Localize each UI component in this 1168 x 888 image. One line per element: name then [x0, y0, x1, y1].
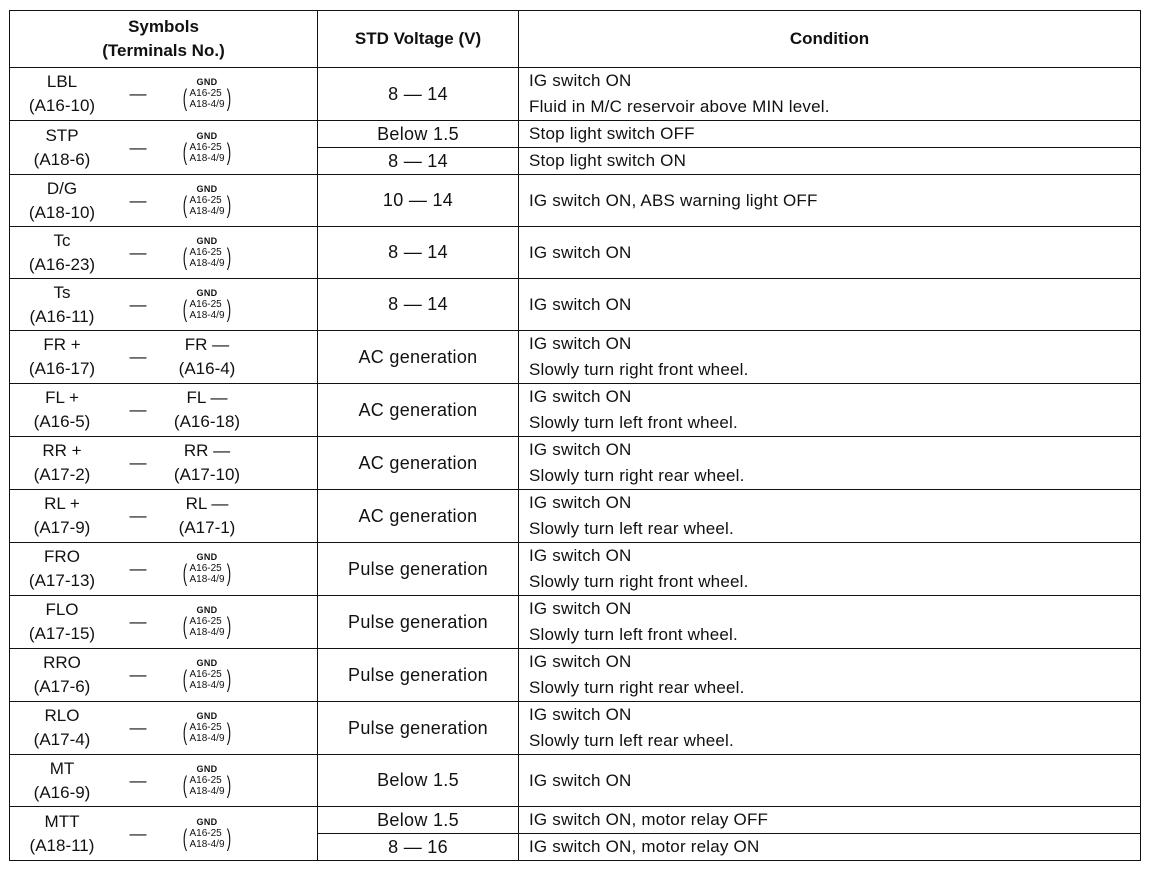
symbol-pair [10, 651, 317, 699]
dash-separator: — [129, 770, 147, 790]
bracket-right: ) [226, 771, 231, 799]
terminal-symbol [10, 651, 114, 699]
voltage-cell: Below 1.5 [318, 807, 519, 834]
gnd-terminal: A16-25 [189, 194, 222, 206]
gnd-terminal: A18-4/9 [189, 838, 225, 850]
voltage-cell: AC generation [318, 331, 519, 384]
symbol-cell [10, 437, 318, 490]
dash-separator: — [129, 294, 147, 314]
condition-cell [519, 649, 1141, 702]
voltage-cell: AC generation [318, 437, 519, 490]
bracket-right: ) [226, 85, 231, 112]
terminal-number: (A17-9) [33, 518, 91, 537]
voltage-cell: 8 — 16 [318, 834, 519, 861]
symbol-name: LBL [46, 72, 78, 91]
gnd-terminal: A16-25 [189, 88, 222, 99]
condition-line: IG switch ON [529, 546, 632, 565]
gnd-terminal: A18-4/9 [189, 680, 225, 691]
table-row [10, 121, 1141, 148]
terminal-number: (A17-15) [28, 624, 96, 643]
gnd-terminal: A18-4/9 [189, 785, 225, 797]
bracket-left: ( [183, 138, 188, 166]
condition-cell [519, 596, 1141, 649]
terminal-symbol [10, 124, 114, 172]
symbol-name: FR + [43, 335, 81, 354]
symbol-pair [10, 281, 317, 329]
gnd-terminal: A16-25 [189, 563, 222, 574]
terminal-number: (A17-1) [178, 518, 236, 537]
condition-line: Fluid in M/C reservoir above MIN level. [529, 97, 830, 116]
condition-line: IG switch ON [529, 334, 632, 353]
gnd-terminals [181, 138, 232, 166]
symbol-pair [10, 810, 317, 858]
gnd-terminal: A18-4/9 [189, 733, 225, 744]
reference-terminal [162, 492, 252, 540]
gnd-label: GND [196, 658, 218, 668]
voltage-cell: Below 1.5 [318, 755, 519, 807]
terminal-symbol [10, 333, 114, 381]
bracket-right: ) [226, 138, 231, 166]
condition-line: IG switch ON [529, 440, 632, 459]
voltage-cell: 8 — 14 [318, 227, 519, 279]
terminal-number: (A17-4) [33, 730, 91, 749]
condition-line: IG switch ON, ABS warning light OFF [529, 190, 818, 210]
reference-terminal [162, 818, 252, 850]
reference-terminal [162, 712, 252, 744]
gnd-terminal: A16-25 [189, 616, 222, 627]
bracket-right: ) [226, 560, 231, 587]
symbol-name: RLO [44, 706, 80, 725]
terminal-symbol [10, 229, 114, 277]
table-row [10, 807, 1141, 834]
symbol-cell [10, 279, 318, 331]
terminal-number: (A18-11) [29, 835, 95, 855]
symbol-pair [10, 545, 317, 593]
gnd-label: GND [196, 605, 218, 615]
condition-cell [519, 755, 1141, 807]
dash-separator: — [129, 137, 147, 157]
voltage-cell: Pulse generation [318, 649, 519, 702]
symbol-cell [10, 702, 318, 755]
condition-line: Slowly turn left rear wheel. [529, 519, 734, 538]
symbol-name: FRO [44, 547, 80, 566]
condition-line: IG switch ON [529, 387, 632, 406]
voltage-cell: Pulse generation [318, 543, 519, 596]
terminal-number: (A16-23) [28, 254, 96, 274]
symbol-pair [10, 333, 317, 381]
dash-separator: — [129, 242, 147, 262]
bracket-right: ) [226, 295, 231, 323]
reference-terminal [162, 333, 252, 381]
condition-cell [519, 279, 1141, 331]
table-row [10, 596, 1141, 649]
reference-terminal [162, 439, 252, 487]
symbol-name: D/G [46, 178, 78, 198]
dash-separator: — [129, 506, 147, 525]
symbol-pair [10, 177, 317, 225]
gnd-terminal: A16-25 [189, 722, 222, 733]
table-row [10, 175, 1141, 227]
terminal-number: (A16-11) [29, 306, 95, 326]
gnd-terminal-block [162, 289, 252, 321]
symbol-name: FL + [45, 388, 79, 407]
dash-separator: — [129, 84, 147, 103]
gnd-terminal-list [189, 88, 224, 110]
gnd-terminal: A16-25 [189, 669, 222, 680]
gnd-label: GND [196, 763, 218, 774]
gnd-label: GND [196, 711, 218, 721]
terminal-number: (A16-5) [33, 412, 91, 431]
gnd-terminal: A18-4/9 [189, 309, 225, 321]
reference-terminal [162, 289, 252, 321]
symbol-cell [10, 543, 318, 596]
symbol-cell [10, 755, 318, 807]
gnd-terminals [181, 85, 232, 112]
voltage-cell: 8 — 14 [318, 279, 519, 331]
header-condition: Condition [519, 11, 1141, 68]
bracket-left: ( [183, 666, 188, 693]
dash-separator: — [129, 612, 147, 631]
terminal-symbol [10, 386, 114, 434]
table-body [10, 68, 1141, 861]
table-row [10, 384, 1141, 437]
gnd-terminal: A16-25 [189, 298, 222, 310]
terminal-number: (A18-10) [28, 202, 96, 222]
bracket-left: ( [183, 824, 188, 852]
dash-separator: — [129, 347, 147, 366]
gnd-label: GND [196, 235, 218, 246]
table-row [10, 437, 1141, 490]
gnd-terminal-block [162, 818, 252, 850]
gnd-terminals [181, 666, 232, 693]
gnd-terminal-list [189, 563, 224, 585]
dash-separator: — [129, 400, 147, 419]
terminal-symbol [10, 439, 114, 487]
symbol-pair [10, 757, 317, 805]
gnd-terminal: A18-4/9 [189, 99, 225, 110]
symbol-name: MT [49, 758, 75, 778]
terminal-number: (A16-4) [178, 359, 236, 378]
gnd-terminal-block [162, 132, 252, 164]
reference-terminal [162, 659, 252, 691]
condition-cell [519, 227, 1141, 279]
gnd-terminal-block [162, 237, 252, 269]
condition-line: Slowly turn right rear wheel. [529, 678, 745, 697]
gnd-terminals [181, 243, 232, 271]
symbol-name: FR — [184, 335, 230, 354]
symbol-cell [10, 227, 318, 279]
terminal-symbol [10, 704, 114, 752]
reference-terminal [162, 553, 252, 585]
terminal-symbol [10, 545, 114, 593]
gnd-terminal-list [189, 669, 224, 691]
symbol-pair [10, 439, 317, 487]
symbol-cell [10, 68, 318, 121]
bracket-left: ( [183, 771, 188, 799]
gnd-terminal: A16-25 [189, 827, 222, 839]
reference-terminal [162, 78, 252, 110]
gnd-terminal-list [189, 247, 224, 269]
bracket-left: ( [183, 613, 188, 640]
symbol-pair [10, 70, 317, 118]
table-row [10, 279, 1141, 331]
reference-terminal [162, 237, 252, 269]
bracket-right: ) [226, 719, 231, 746]
condition-cell [519, 437, 1141, 490]
table-row [10, 702, 1141, 755]
condition-line: Slowly turn right front wheel. [529, 360, 749, 379]
condition-line: IG switch ON [529, 294, 632, 314]
condition-cell [519, 543, 1141, 596]
table-row [10, 227, 1141, 279]
gnd-terminal-block [162, 606, 252, 638]
voltage-cell: Pulse generation [318, 702, 519, 755]
voltage-cell: AC generation [318, 384, 519, 437]
bracket-left: ( [183, 560, 188, 587]
bracket-right: ) [226, 191, 231, 219]
bracket-right: ) [226, 243, 231, 271]
dash-separator: — [129, 559, 147, 578]
voltage-cell: 8 — 14 [318, 68, 519, 121]
symbol-name: STP [45, 125, 79, 145]
gnd-label: GND [196, 816, 218, 827]
symbol-cell [10, 807, 318, 861]
terminal-number: (A17-2) [33, 465, 91, 484]
symbol-name: RRO [43, 653, 81, 672]
condition-cell [519, 384, 1141, 437]
condition-cell [519, 331, 1141, 384]
voltage-cell: 8 — 14 [318, 148, 519, 175]
gnd-terminals [181, 824, 232, 852]
gnd-label: GND [196, 552, 218, 562]
condition-cell [519, 68, 1141, 121]
symbol-name: Tc [53, 230, 71, 250]
gnd-terminals [181, 295, 232, 323]
header-symbols [10, 11, 318, 68]
terminal-symbol [10, 281, 114, 329]
gnd-label: GND [196, 183, 218, 194]
bracket-right: ) [226, 666, 231, 693]
terminal-number: (A16-17) [28, 359, 96, 378]
voltage-spec-table [9, 10, 1141, 861]
condition-cell [519, 702, 1141, 755]
gnd-terminals [181, 771, 232, 799]
reference-terminal [162, 765, 252, 797]
gnd-terminal-block [162, 78, 252, 110]
symbol-cell [10, 121, 318, 175]
header-voltage: STD Voltage (V) [318, 11, 519, 68]
terminal-symbol [10, 810, 114, 858]
gnd-terminals [181, 613, 232, 640]
gnd-label: GND [196, 77, 218, 87]
symbol-cell [10, 649, 318, 702]
table-row [10, 649, 1141, 702]
condition-cell [519, 175, 1141, 227]
bracket-left: ( [183, 719, 188, 746]
gnd-terminal-list [189, 722, 224, 744]
condition-line: IG switch ON [529, 493, 632, 512]
gnd-terminal-block [162, 659, 252, 691]
table-row [10, 68, 1141, 121]
bracket-left: ( [183, 243, 188, 271]
header-symbols-label: Symbols [128, 17, 199, 36]
gnd-terminal-list [189, 616, 224, 638]
symbol-name: RL — [185, 494, 229, 513]
table-row [10, 490, 1141, 543]
condition-line: IG switch ON [529, 770, 632, 790]
bracket-right: ) [226, 824, 231, 852]
symbol-name: Ts [53, 282, 71, 302]
gnd-terminal: A16-25 [189, 246, 222, 258]
gnd-label: GND [196, 287, 218, 298]
gnd-terminal: A18-4/9 [189, 627, 225, 638]
terminal-number: (A17-6) [33, 677, 91, 696]
symbol-name: FLO [45, 600, 79, 619]
gnd-terminals [181, 719, 232, 746]
condition-line: IG switch ON [529, 71, 632, 90]
voltage-cell: Below 1.5 [318, 121, 519, 148]
gnd-terminal-block [162, 553, 252, 585]
gnd-terminal-list [189, 142, 224, 164]
condition-line: Slowly turn right front wheel. [529, 572, 749, 591]
symbol-name: RR — [183, 441, 231, 460]
gnd-terminal-block [162, 712, 252, 744]
bracket-left: ( [183, 295, 188, 323]
gnd-terminal-list [189, 775, 224, 797]
terminal-symbol [10, 177, 114, 225]
gnd-terminal: A18-4/9 [189, 574, 225, 585]
condition-line: IG switch ON [529, 652, 632, 671]
dash-separator: — [129, 665, 147, 684]
condition-line: IG switch ON [529, 599, 632, 618]
reference-terminal [162, 132, 252, 164]
gnd-terminal: A16-25 [189, 141, 222, 153]
symbol-name: RL + [44, 494, 80, 513]
symbol-cell [10, 490, 318, 543]
bracket-left: ( [183, 191, 188, 219]
table-row [10, 331, 1141, 384]
header-terminals-label: (Terminals No.) [102, 41, 225, 60]
table-header-row [10, 11, 1141, 68]
terminal-number: (A17-10) [173, 465, 241, 484]
symbol-cell [10, 596, 318, 649]
symbol-cell [10, 384, 318, 437]
gnd-terminals [181, 191, 232, 219]
symbol-pair [10, 386, 317, 434]
symbol-cell [10, 331, 318, 384]
table-row [10, 543, 1141, 596]
dash-separator: — [129, 190, 147, 210]
condition-line: Slowly turn left rear wheel. [529, 731, 734, 750]
bracket-left: ( [183, 85, 188, 112]
symbol-pair [10, 598, 317, 646]
terminal-symbol [10, 598, 114, 646]
gnd-terminal: A18-4/9 [189, 152, 225, 164]
reference-terminal [162, 386, 252, 434]
voltage-cell: Pulse generation [318, 596, 519, 649]
symbol-pair [10, 492, 317, 540]
condition-line: Slowly turn left front wheel. [529, 625, 738, 644]
dash-separator: — [129, 453, 147, 472]
symbol-name: FL — [186, 388, 228, 407]
condition-line: Slowly turn left front wheel. [529, 413, 738, 432]
symbol-pair [10, 704, 317, 752]
symbol-name: MTT [44, 811, 80, 831]
condition-cell: Stop light switch OFF [519, 121, 1141, 148]
symbol-pair [10, 124, 317, 172]
dash-separator: — [129, 718, 147, 737]
terminal-number: (A16-10) [28, 96, 96, 115]
terminal-symbol [10, 757, 114, 805]
reference-terminal [162, 606, 252, 638]
terminal-number: (A16-18) [173, 412, 241, 431]
gnd-terminal-block [162, 765, 252, 797]
condition-line: IG switch ON [529, 705, 632, 724]
condition-line: Slowly turn right rear wheel. [529, 466, 745, 485]
symbol-pair [10, 229, 317, 277]
gnd-terminal: A18-4/9 [189, 205, 225, 217]
gnd-terminal: A16-25 [189, 774, 222, 786]
condition-cell: Stop light switch ON [519, 148, 1141, 175]
gnd-terminal: A18-4/9 [189, 257, 225, 269]
symbol-cell [10, 175, 318, 227]
terminal-number: (A16-9) [33, 782, 91, 802]
gnd-terminals [181, 560, 232, 587]
condition-line: IG switch ON [529, 242, 632, 262]
table-row [10, 755, 1141, 807]
symbol-name: RR + [42, 441, 82, 460]
gnd-label: GND [196, 130, 218, 141]
condition-cell: IG switch ON, motor relay OFF [519, 807, 1141, 834]
gnd-terminal-block [162, 185, 252, 217]
condition-cell: IG switch ON, motor relay ON [519, 834, 1141, 861]
condition-cell [519, 490, 1141, 543]
gnd-terminal-list [189, 195, 224, 217]
voltage-cell: 10 — 14 [318, 175, 519, 227]
gnd-terminal-list [189, 828, 224, 850]
terminal-symbol [10, 70, 114, 118]
dash-separator: — [129, 823, 147, 843]
gnd-terminal-list [189, 299, 224, 321]
bracket-right: ) [226, 613, 231, 640]
terminal-number: (A18-6) [33, 149, 91, 169]
terminal-number: (A17-13) [28, 571, 96, 590]
reference-terminal [162, 185, 252, 217]
terminal-symbol [10, 492, 114, 540]
voltage-cell: AC generation [318, 490, 519, 543]
